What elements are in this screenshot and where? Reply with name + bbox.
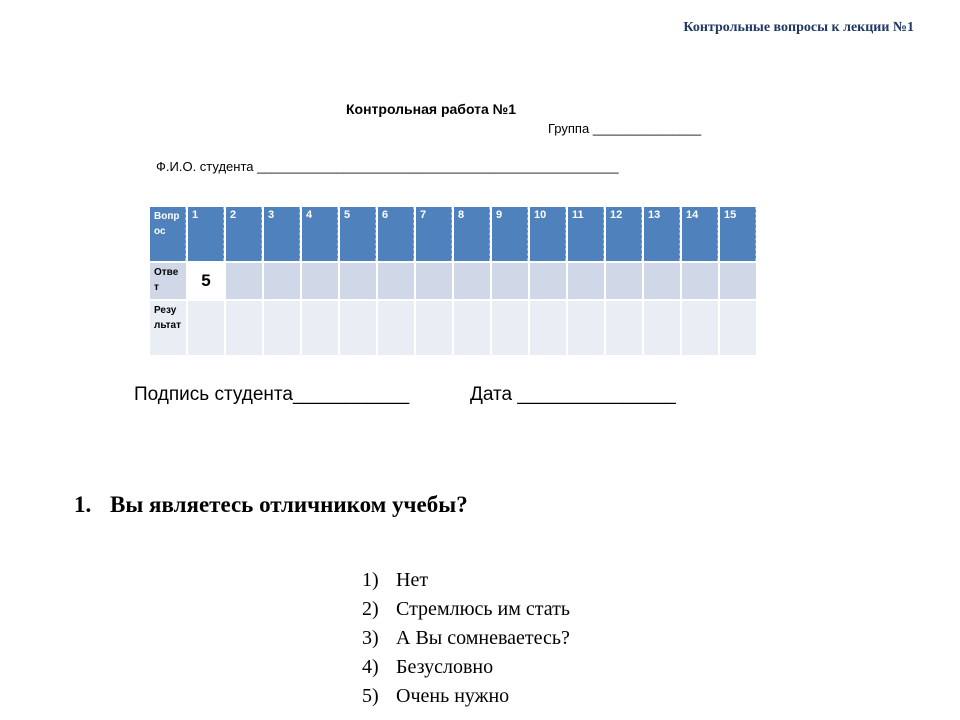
answer-row [150,263,756,299]
result-cell[interactable] [302,301,338,355]
answer-cell[interactable] [378,263,414,299]
option-text: Стремлюсь им стать [396,598,570,620]
form-title: Контрольная работа №1 [346,101,517,117]
question-number-cell: 10 [530,207,566,261]
page-header-title: Контрольные вопросы к лекции №1 [683,20,914,35]
answer-cell[interactable] [720,263,756,299]
question-number-cell: 3 [264,207,300,261]
student-name-field: Ф.И.О. студента __________________________________________________ [156,159,619,174]
result-cell[interactable] [340,301,376,355]
question-number-cell: 8 [454,207,490,261]
option-text: Нет [396,569,429,591]
result-cell[interactable] [606,301,642,355]
question-number-cell: 2 [226,207,262,261]
result-cell[interactable] [378,301,414,355]
answer-option [362,682,570,711]
result-cell[interactable] [188,301,224,355]
result-cell[interactable] [416,301,452,355]
group-field: Группа _______________ [548,121,702,136]
answer-option [362,653,570,682]
result-cell[interactable] [492,301,528,355]
answer-option [362,624,570,653]
answer-cell[interactable] [606,263,642,299]
answer-cell[interactable] [340,263,376,299]
answer-cell[interactable] [682,263,718,299]
question-number-cell: 4 [302,207,338,261]
result-row [150,301,756,355]
question-number-cell: 9 [492,207,528,261]
option-number: 1) [362,569,379,591]
result-cell[interactable] [454,301,490,355]
option-text: А Вы сомневаетесь? [396,627,570,649]
question-number-cell: 11 [568,207,604,261]
answer-option [362,566,570,595]
question-header-row [150,207,756,261]
question-number-cell: 6 [378,207,414,261]
answer-cell[interactable] [644,263,680,299]
student-signature-field: Подпись студента___________ [134,384,410,405]
result-cell[interactable] [682,301,718,355]
result-cell[interactable] [264,301,300,355]
answer-cell[interactable]: 5 [188,263,224,299]
answer-options-list [362,566,570,711]
option-number: 2) [362,598,379,620]
question-number-cell: 7 [416,207,452,261]
answer-cell[interactable] [416,263,452,299]
question [74,492,468,518]
question-text: Вы являетесь отличником учебы? [110,492,468,517]
option-text: Безусловно [396,656,494,678]
result-cell[interactable] [530,301,566,355]
question-number-cell: 13 [644,207,680,261]
answer-option [362,595,570,624]
answer-cell[interactable] [302,263,338,299]
result-row-label: Результат [150,301,186,355]
date-field: Дата _______________ [470,384,676,405]
answer-cell[interactable] [492,263,528,299]
result-cell[interactable] [644,301,680,355]
answer-row-label: Ответ [150,263,186,299]
question-number-cell: 15 [720,207,756,261]
option-number: 4) [362,656,379,678]
question-number-cell: 1 [188,207,224,261]
option-text: Очень нужно [396,685,510,707]
question-number-cell: 14 [682,207,718,261]
result-cell[interactable] [568,301,604,355]
question-number: 1. [74,492,92,517]
question-number-cell: 5 [340,207,376,261]
answer-cell[interactable] [454,263,490,299]
answer-cell[interactable] [264,263,300,299]
answer-cell[interactable] [530,263,566,299]
answer-cell[interactable] [226,263,262,299]
result-cell[interactable] [720,301,756,355]
question-number-cell: 12 [606,207,642,261]
question-header-label: Вопрос [150,207,186,261]
option-number: 3) [362,627,379,649]
result-cell[interactable] [226,301,262,355]
answer-cell[interactable] [568,263,604,299]
answer-table [148,205,758,357]
option-number: 5) [362,685,379,707]
